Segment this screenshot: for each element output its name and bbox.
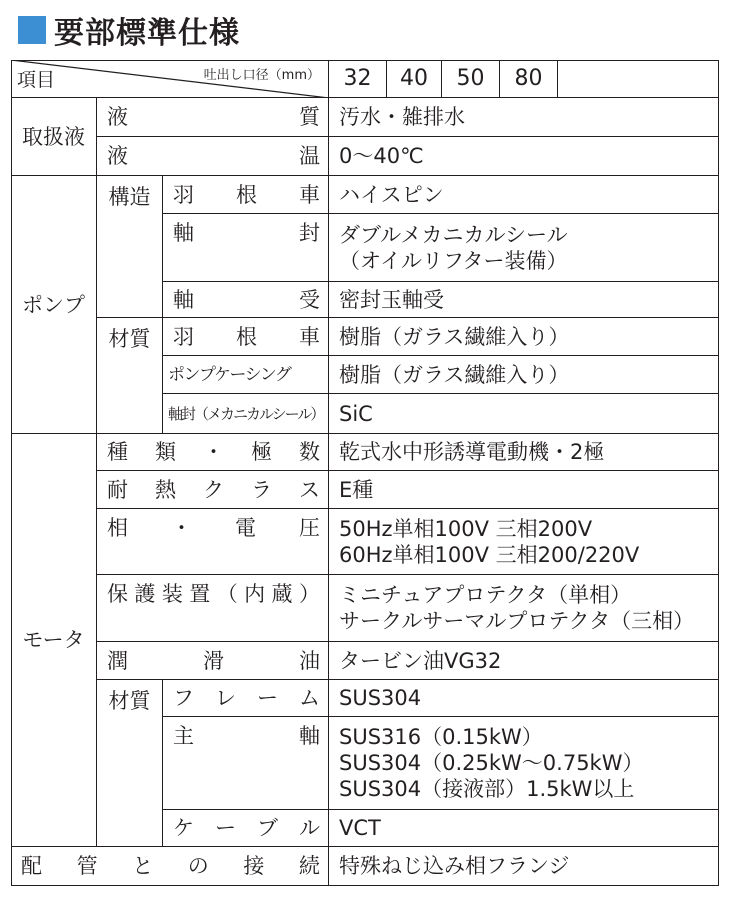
motor-shaft-value: SUS316（0.15kW） SUS304（0.25kW〜0.75kW） SUS304（接液部）1.5kW以上 — [329, 717, 719, 810]
spec-table — [11, 60, 719, 886]
header-size-80: 80 — [500, 60, 558, 98]
pump-bearing-value: 密封玉軸受 — [329, 282, 719, 318]
header-size-32: 32 — [329, 60, 387, 98]
motor-oil-value: タービン油VG32 — [329, 642, 719, 680]
piping-label: 配 管 と の 接 続 — [11, 847, 329, 886]
motor-shaft-label: 主 軸 — [163, 717, 329, 810]
heading-marker-square — [18, 16, 46, 44]
motor-frame-value: SUS304 — [329, 680, 719, 717]
pump-structure-label: 構造 — [97, 176, 163, 318]
group-liquid: 取扱液 — [11, 98, 97, 176]
pump-seal-label: 軸 封 — [163, 214, 329, 282]
pump-casing-label: ポンプケーシング — [163, 356, 329, 394]
pump-seal-value: ダブルメカニカルシール （オイルリフター装備） — [329, 214, 719, 282]
pump-casing-value: 樹脂（ガラス繊維入り） — [329, 356, 719, 394]
header-size-50: 50 — [442, 60, 500, 98]
group-motor: モータ — [11, 434, 97, 847]
group-pump: ポンプ — [11, 176, 97, 434]
liquid-temp-value: 0〜40℃ — [329, 137, 719, 176]
header-item-label: 項目 — [17, 69, 56, 91]
header-size-40: 40 — [387, 60, 442, 98]
pump-mat-impeller-label: 羽 根 車 — [163, 318, 329, 356]
header-item-cell — [11, 60, 329, 98]
motor-cable-value: VCT — [329, 810, 719, 847]
motor-type-label: 種 類 ・ 極 数 — [97, 434, 329, 471]
motor-heat-label: 耐 熱 ク ラ ス — [97, 471, 329, 509]
liquid-quality-label: 液 質 — [97, 98, 329, 137]
piping-value: 特殊ねじ込み相フランジ — [329, 847, 719, 886]
header-unit-label: 吐出し口径（mm） — [203, 68, 320, 83]
section-heading — [18, 10, 240, 50]
heading-title: 要部標準仕様 — [54, 16, 240, 51]
pump-impeller-value: ハイスピン — [329, 176, 719, 214]
motor-voltage-label: 相 ・ 電 圧 — [97, 509, 329, 575]
pump-impeller-label: 羽 根 車 — [163, 176, 329, 214]
pump-mat-impeller-value: 樹脂（ガラス繊維入り） — [329, 318, 719, 356]
liquid-quality-value: 汚水・雑排水 — [329, 98, 719, 137]
motor-oil-label: 潤 滑 油 — [97, 642, 329, 680]
motor-heat-value: E種 — [329, 471, 719, 509]
pump-material-label: 材質 — [97, 318, 163, 434]
motor-type-value: 乾式水中形誘導電動機・2極 — [329, 434, 719, 471]
motor-material-label: 材質 — [97, 680, 163, 847]
liquid-temp-label: 液 温 — [97, 137, 329, 176]
motor-protect-label: 保 護 装 置 （ 内 蔵 ） — [97, 575, 329, 642]
pump-bearing-label: 軸 受 — [163, 282, 329, 318]
motor-frame-label: フ レ ー ム — [163, 680, 329, 717]
pump-mech-seal-label: 軸封（メカニカルシール） — [163, 394, 329, 434]
pump-mech-seal-value: SiC — [329, 394, 719, 434]
header-blank — [558, 60, 719, 98]
motor-voltage-value: 50Hz単相100V 三相200V 60Hz単相100V 三相200/220V — [329, 509, 719, 575]
motor-protect-value: ミニチュアプロテクタ（単相） サークルサーマルプロテクタ（三相） — [329, 575, 719, 642]
motor-cable-label: ケ ー ブ ル — [163, 810, 329, 847]
